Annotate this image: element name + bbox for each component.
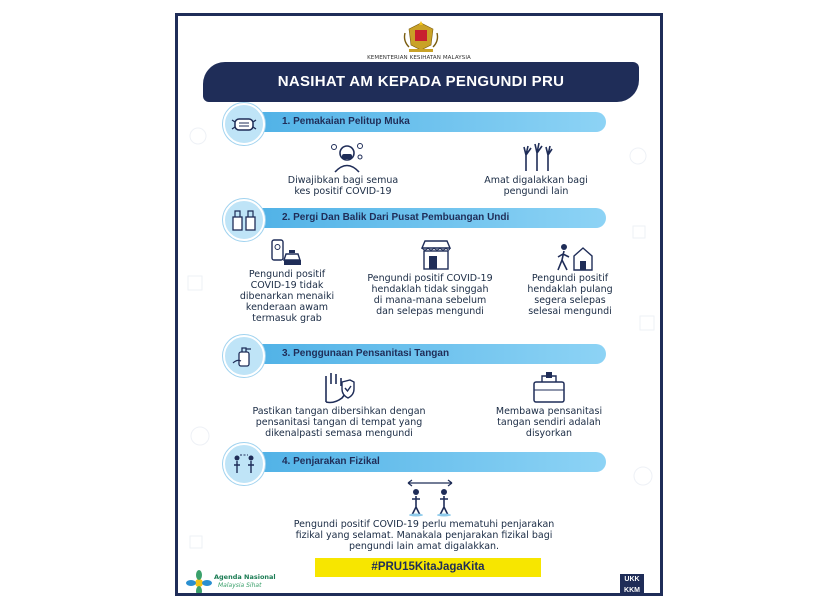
taxi-app-icon: [270, 238, 304, 268]
ukk-kkm-logo: UKK KKM: [620, 574, 644, 596]
sanitizer-icon: [223, 335, 265, 377]
section-1-heading: 1. Pemakaian Pelitup Muka: [282, 116, 410, 127]
section-3-heading: 3. Penggunaan Pensanitasi Tangan: [282, 348, 450, 359]
section-4-heading-bar: [246, 452, 606, 472]
virus-person-icon: [330, 141, 364, 173]
section-3-item-2-text: Membawa pensanitasi tangan sendiri adalah disyorkan: [495, 406, 603, 439]
agenda-name: Agenda Nasional: [214, 573, 276, 581]
ballot-box-icon: [223, 199, 265, 241]
agenda-nasional-logo-icon: [186, 570, 212, 596]
section-2-heading: 2. Pergi Dan Balik Dari Pusat Pembuangan Undi: [282, 212, 510, 223]
agenda-subtitle: Malaysia Sihat: [218, 582, 262, 589]
distancing-icon: [223, 443, 265, 485]
section-2-item-3-text: Pengundi positif hendaklah pulang segera selepas selesai mengundi: [527, 273, 613, 317]
section-3-heading-bar: [246, 344, 606, 364]
ministry-crest-icon: [401, 19, 441, 53]
hand-shield-icon: [320, 370, 356, 404]
hashtag-badge: #PRU15KitaJagaKita: [315, 558, 541, 577]
section-4-item-1-text: Pengundi positif COVID-19 perlu mematuhi penjarakan fizikal yang selamat. Manakala penjarakan fizikal bagi pengundi lain amat digalakkan.: [293, 519, 555, 552]
section-4-heading: 4. Penjarakan Fizikal: [282, 456, 380, 467]
title-banner: [203, 62, 639, 102]
shop-icon: [419, 238, 453, 272]
poster-frame: [175, 13, 663, 596]
section-1-item-2-text: Amat digalakkan bagi pengundi lain: [484, 175, 588, 197]
section-3-item-1-text: Pastikan tangan dibersihkan dengan pensanitasi tangan di tempat yang dikenalpasti semasa mengundi: [252, 406, 426, 439]
section-2-item-2-text: Pengundi positif COVID-19 hendaklah tidak singgah di mana-mana sebelum dan selepas mengundi: [367, 273, 493, 317]
walk-home-icon: [554, 242, 594, 272]
raised-hands-icon: [520, 141, 554, 173]
face-mask-icon: [223, 103, 265, 145]
page-title: NASIHAT AM KEPADA PENGUNDI PRU: [277, 73, 565, 90]
section-1-item-1-text: Diwajibkan bagi semua kes positif COVID-19: [287, 175, 399, 197]
bag-icon: [530, 370, 568, 404]
people-distance-icon: [404, 479, 456, 517]
ministry-name: KEMENTERIAN KESIHATAN MALAYSIA: [367, 55, 471, 61]
section-1-heading-bar: [246, 112, 606, 132]
section-2-item-1-text: Pengundi positif COVID-19 tidak dibenarkan menaiki kenderaan awam termasuk grab: [239, 269, 335, 324]
section-2-heading-bar: [246, 208, 606, 228]
